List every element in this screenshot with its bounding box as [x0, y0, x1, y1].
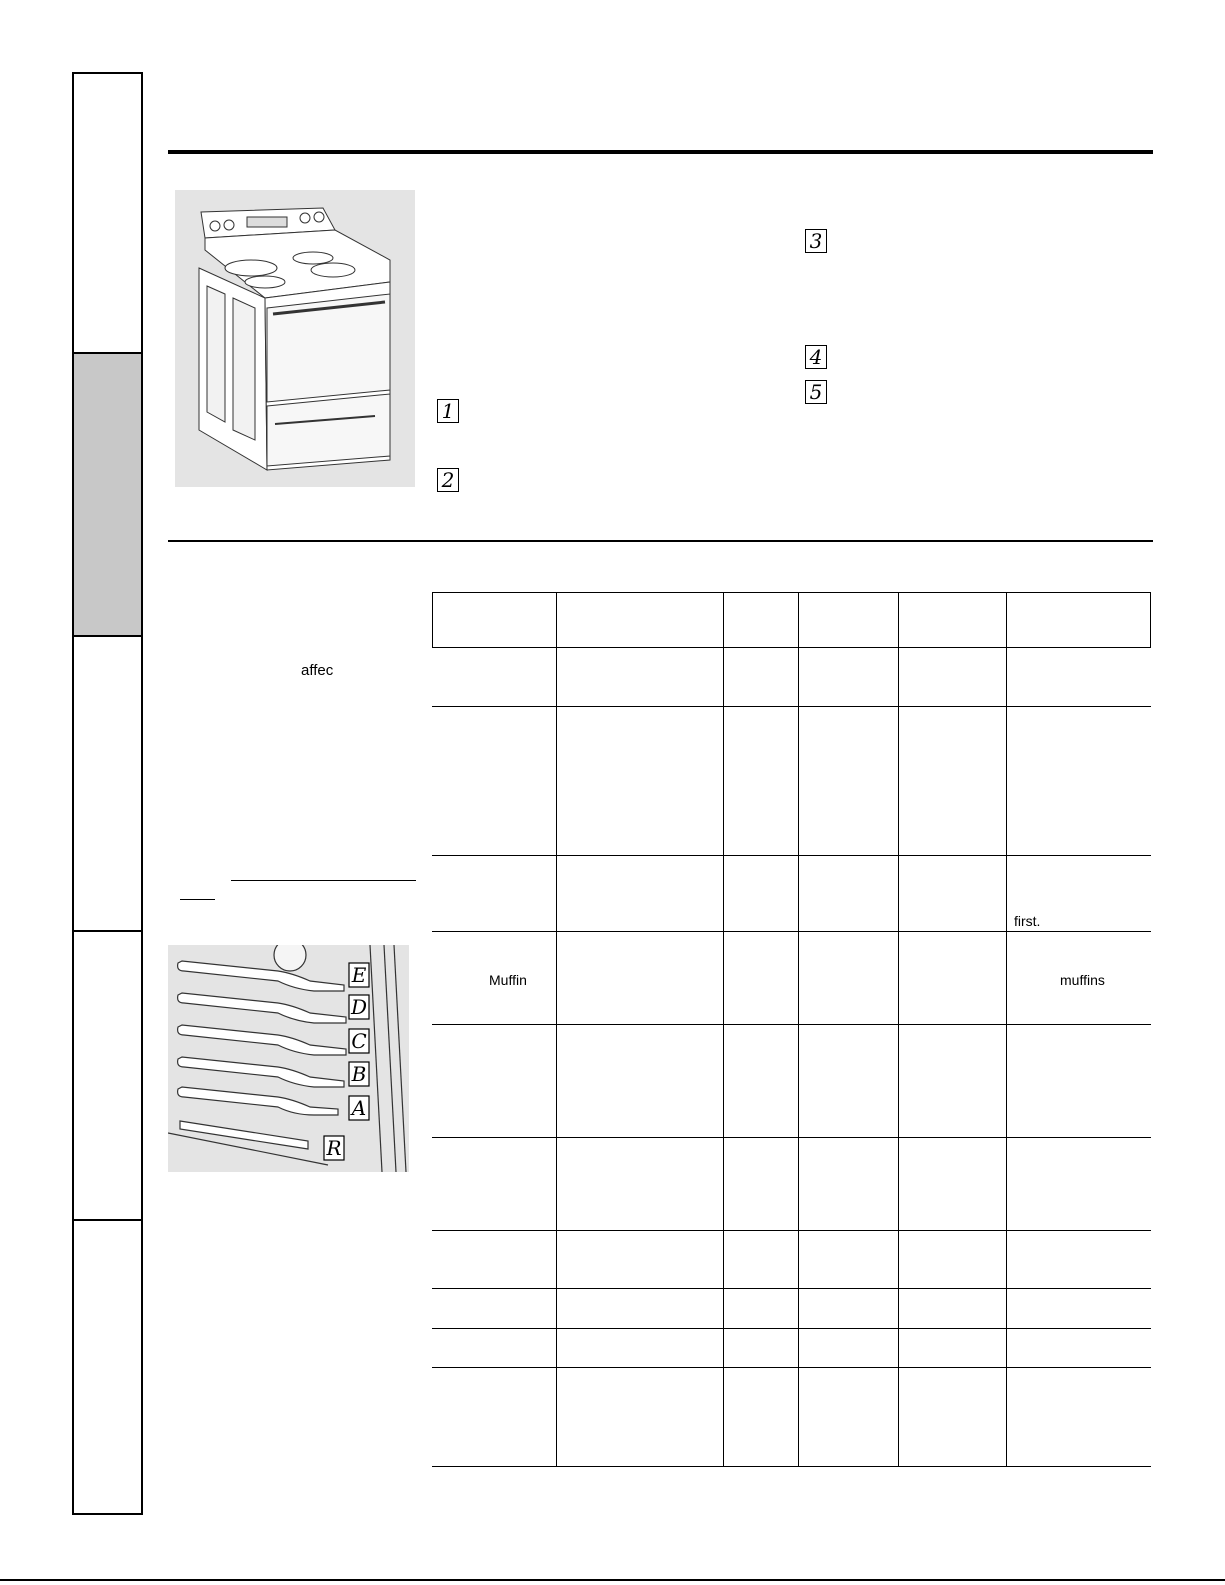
section-rule-middle: [168, 540, 1153, 542]
table-rule: [556, 592, 557, 1466]
step-label-5: 5: [805, 380, 827, 404]
page-bottom-rule: [0, 1579, 1225, 1581]
note-fragment-affec: affec: [301, 662, 334, 679]
cooking-guide-table: [432, 592, 1151, 1468]
table-rule: [432, 1137, 1151, 1138]
table-cell-muffin: Muffin: [489, 972, 527, 988]
side-tab-5[interactable]: [74, 1221, 141, 1513]
step-label-1: 1: [437, 399, 459, 423]
table-rule: [723, 592, 724, 1466]
step-label-2: 2: [437, 468, 459, 492]
table-rule: [898, 592, 899, 1466]
table-cell-first: first.: [1014, 913, 1041, 929]
rack-label-e: E: [351, 963, 367, 987]
table-rule: [1006, 592, 1007, 1466]
range-illustration: [175, 190, 415, 487]
rack-label-d: D: [350, 995, 368, 1019]
table-rule: [432, 647, 1151, 648]
side-tab-4[interactable]: [74, 932, 141, 1221]
rack-positions-illustration: [168, 945, 409, 1172]
section-rule-top: [168, 150, 1153, 154]
table-rule: [432, 1328, 1151, 1329]
step-label-4: 4: [805, 345, 827, 369]
table-rule: [432, 855, 1151, 856]
table-rule: [432, 1024, 1151, 1025]
rack-label-b: B: [351, 1062, 367, 1086]
table-rule: [432, 931, 1151, 932]
table-rule: [1150, 592, 1151, 648]
side-tab-2[interactable]: [74, 354, 141, 637]
rack-label-r: R: [326, 1136, 342, 1160]
table-rule: [432, 592, 433, 648]
table-rule: [798, 592, 799, 1466]
text-underline: [180, 899, 215, 900]
table-rule: [432, 1288, 1151, 1289]
side-tab-3[interactable]: [74, 637, 141, 932]
table-cell-muffins: muffins: [1060, 972, 1105, 988]
table-rule: [432, 592, 1151, 593]
side-tab-strip: [72, 72, 143, 1515]
table-rule: [432, 1367, 1151, 1368]
rack-label-a: A: [351, 1096, 367, 1120]
table-rule: [432, 706, 1151, 707]
table-rule: [432, 1466, 1151, 1467]
rack-label-c: C: [351, 1029, 367, 1053]
table-rule: [432, 1230, 1151, 1231]
side-tab-1[interactable]: [74, 74, 141, 354]
step-label-3: 3: [805, 229, 827, 253]
text-underline: [231, 880, 416, 881]
